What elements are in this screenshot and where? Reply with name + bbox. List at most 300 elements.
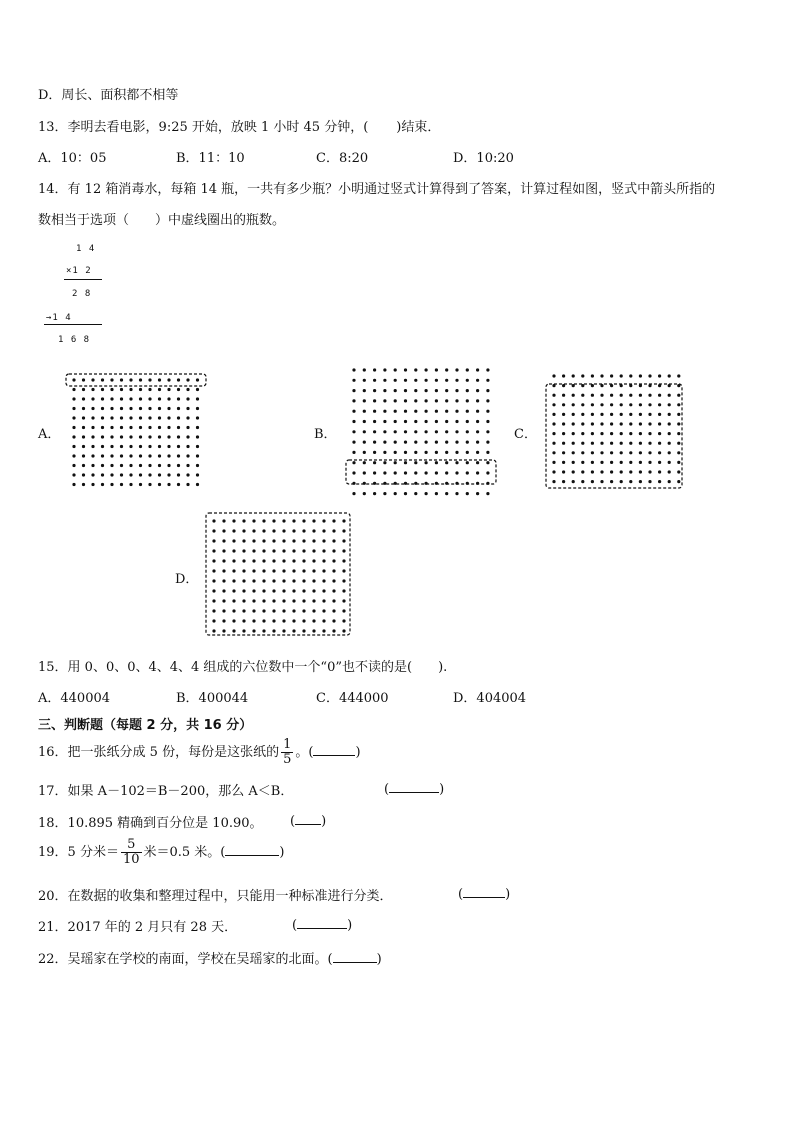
bottle-dot bbox=[414, 379, 417, 382]
bottle-dot bbox=[455, 410, 458, 413]
bottle-dot bbox=[639, 413, 642, 416]
bottle-dot bbox=[455, 441, 458, 444]
bottle-dot bbox=[581, 374, 584, 377]
bottle-dot bbox=[658, 470, 661, 473]
q19-text-b: 米＝0.5 米。( bbox=[143, 845, 226, 860]
bottle-dot bbox=[312, 549, 315, 552]
bottle-dot bbox=[322, 619, 325, 622]
bottle-dot bbox=[139, 435, 142, 438]
bottle-dot bbox=[120, 435, 123, 438]
bottle-dot bbox=[476, 389, 479, 392]
bottle-dot bbox=[600, 470, 603, 473]
bottle-dot bbox=[196, 388, 199, 391]
bottle-dot bbox=[110, 473, 113, 476]
bottle-dot bbox=[212, 549, 215, 552]
bottle-dot bbox=[177, 435, 180, 438]
bottle-dot bbox=[591, 394, 594, 397]
bottle-dot bbox=[600, 451, 603, 454]
bottle-dot bbox=[120, 473, 123, 476]
bottle-dot bbox=[232, 589, 235, 592]
bottle-dot bbox=[581, 394, 584, 397]
bottle-dot bbox=[373, 492, 376, 495]
bottle-dot bbox=[363, 461, 366, 464]
bottle-dot bbox=[196, 407, 199, 410]
bottle-dot bbox=[120, 416, 123, 419]
bottle-dot bbox=[414, 471, 417, 474]
bottle-dot bbox=[581, 470, 584, 473]
bottle-dot bbox=[292, 539, 295, 542]
bottle-dot bbox=[322, 539, 325, 542]
bottle-dot bbox=[129, 397, 132, 400]
q18-answer bbox=[290, 812, 326, 829]
bottle-dot bbox=[139, 388, 142, 391]
bottle-dot bbox=[455, 451, 458, 454]
bottle-dot bbox=[476, 492, 479, 495]
dashed-selection bbox=[206, 513, 350, 635]
bottle-dot bbox=[639, 422, 642, 425]
bottle-dot bbox=[332, 529, 335, 532]
bottle-dot bbox=[139, 416, 142, 419]
bottle-dot bbox=[677, 394, 680, 397]
bottle-dot bbox=[486, 389, 489, 392]
bottle-dot bbox=[435, 368, 438, 371]
bottle-dot bbox=[101, 407, 104, 410]
bottle-dot bbox=[648, 403, 651, 406]
option-d-dot-grid bbox=[204, 511, 354, 639]
bottle-dot bbox=[120, 397, 123, 400]
bottle-dot bbox=[282, 579, 285, 582]
q16-paren-open: 。( bbox=[295, 745, 314, 760]
q17 bbox=[38, 780, 293, 799]
bottle-dot bbox=[435, 430, 438, 433]
bottle-dot bbox=[394, 471, 397, 474]
bottle-dot bbox=[610, 461, 613, 464]
bottle-dot bbox=[302, 619, 305, 622]
bottle-dot bbox=[476, 410, 479, 413]
q18-text: 18．10.895 精确到百分位是 10.90。 bbox=[38, 816, 263, 831]
bottle-dot bbox=[91, 407, 94, 410]
bottle-dot bbox=[620, 451, 623, 454]
q20-answer bbox=[458, 885, 510, 902]
bottle-dot bbox=[252, 539, 255, 542]
bottle-dot bbox=[232, 549, 235, 552]
dashed-selection bbox=[346, 460, 496, 484]
bottle-dot bbox=[486, 492, 489, 495]
q22-paren-close: ) bbox=[376, 952, 382, 967]
bottle-dot bbox=[222, 579, 225, 582]
q16-answer-blank[interactable] bbox=[313, 743, 355, 756]
bottle-dot bbox=[272, 599, 275, 602]
bottle-dot bbox=[435, 399, 438, 402]
option-c-dot-grid bbox=[544, 370, 686, 490]
bottle-dot bbox=[552, 451, 555, 454]
bottle-dot bbox=[648, 470, 651, 473]
bottle-dot bbox=[572, 403, 575, 406]
bottle-dot bbox=[139, 454, 142, 457]
bottle-dot bbox=[373, 451, 376, 454]
bottle-dot bbox=[158, 483, 161, 486]
bottle-dot bbox=[394, 441, 397, 444]
bottle-dot bbox=[342, 529, 345, 532]
bottle-dot bbox=[158, 435, 161, 438]
q15-option-a: A．440004 bbox=[38, 691, 111, 706]
bottle-dot bbox=[312, 539, 315, 542]
bottle-dot bbox=[352, 410, 355, 413]
bottle-dot bbox=[620, 422, 623, 425]
bottle-dot bbox=[262, 519, 265, 522]
bottle-dot bbox=[425, 368, 428, 371]
bottle-dot bbox=[677, 451, 680, 454]
bottle-dot bbox=[425, 430, 428, 433]
bottle-dot bbox=[177, 464, 180, 467]
bottle-dot bbox=[552, 470, 555, 473]
bottle-dot bbox=[148, 454, 151, 457]
bottle-dot bbox=[562, 403, 565, 406]
bottle-dot bbox=[404, 410, 407, 413]
bottle-dot bbox=[445, 379, 448, 382]
bottle-dot bbox=[591, 403, 594, 406]
bottle-dot bbox=[629, 461, 632, 464]
bottle-dot bbox=[120, 464, 123, 467]
bottle-dot bbox=[282, 569, 285, 572]
bottle-dot bbox=[148, 416, 151, 419]
bottle-dot bbox=[610, 374, 613, 377]
bottle-dot bbox=[110, 378, 113, 381]
bottle-dot bbox=[262, 529, 265, 532]
bottle-dot bbox=[212, 539, 215, 542]
q19-answer-blank[interactable] bbox=[225, 843, 279, 856]
bottle-dot bbox=[352, 379, 355, 382]
bottle-dot bbox=[445, 461, 448, 464]
bottle-dot bbox=[101, 473, 104, 476]
bottle-dot bbox=[600, 432, 603, 435]
bottle-dot bbox=[252, 599, 255, 602]
bottle-dot bbox=[302, 589, 305, 592]
section-3-title: 三、判断题（每题 2 分，共 16 分） bbox=[38, 718, 253, 733]
q16-paren-close: ) bbox=[355, 745, 361, 760]
bottle-dot bbox=[139, 473, 142, 476]
bottle-dot bbox=[82, 464, 85, 467]
bottle-dot bbox=[668, 470, 671, 473]
bottle-dot bbox=[82, 388, 85, 391]
bottle-dot bbox=[383, 461, 386, 464]
bottle-dot bbox=[383, 492, 386, 495]
bottle-dot bbox=[648, 413, 651, 416]
bottle-dot bbox=[72, 407, 75, 410]
bottle-dot bbox=[486, 368, 489, 371]
bottle-dot bbox=[476, 471, 479, 474]
q18 bbox=[38, 812, 263, 831]
bottle-dot bbox=[425, 492, 428, 495]
bottle-dot bbox=[322, 609, 325, 612]
bottle-dot bbox=[342, 599, 345, 602]
bottle-dot bbox=[352, 451, 355, 454]
bottle-dot bbox=[552, 403, 555, 406]
bottle-dot bbox=[139, 397, 142, 400]
bottle-dot bbox=[242, 589, 245, 592]
bottle-dot bbox=[363, 420, 366, 423]
q13-stem bbox=[38, 116, 440, 135]
bottle-dot bbox=[639, 480, 642, 483]
bottle-dot bbox=[562, 374, 565, 377]
bottle-dot bbox=[282, 559, 285, 562]
bottle-dot bbox=[352, 399, 355, 402]
bottle-dot bbox=[91, 454, 94, 457]
bottle-dot bbox=[648, 432, 651, 435]
bottle-dot bbox=[363, 451, 366, 454]
bottle-dot bbox=[292, 629, 295, 632]
bottle-dot bbox=[196, 445, 199, 448]
bottle-dot bbox=[342, 549, 345, 552]
q19-paren-close: ) bbox=[279, 845, 285, 860]
bottle-dot bbox=[677, 413, 680, 416]
bottle-dot bbox=[581, 432, 584, 435]
bottle-dot bbox=[252, 589, 255, 592]
bottle-dot bbox=[177, 388, 180, 391]
bottle-dot bbox=[552, 413, 555, 416]
bottle-dot bbox=[342, 579, 345, 582]
bottle-dot bbox=[373, 461, 376, 464]
bottle-dot bbox=[600, 442, 603, 445]
bottle-dot bbox=[322, 519, 325, 522]
bottle-dot bbox=[158, 426, 161, 429]
bottle-dot bbox=[562, 442, 565, 445]
q18-paren-close: ) bbox=[321, 814, 327, 829]
bottle-dot bbox=[312, 529, 315, 532]
bottle-dot bbox=[212, 519, 215, 522]
bottle-dot bbox=[466, 410, 469, 413]
bottle-dot bbox=[455, 461, 458, 464]
bottle-dot bbox=[196, 426, 199, 429]
bottle-dot bbox=[383, 441, 386, 444]
bottle-dot bbox=[242, 539, 245, 542]
bottle-dot bbox=[82, 454, 85, 457]
bottle-dot bbox=[445, 441, 448, 444]
bottle-dot bbox=[139, 464, 142, 467]
bottle-dot bbox=[352, 368, 355, 371]
bottle-dot bbox=[562, 480, 565, 483]
bottle-dot bbox=[658, 422, 661, 425]
q21-answer-blank[interactable] bbox=[297, 916, 347, 929]
bottle-dot bbox=[292, 609, 295, 612]
bottle-dot bbox=[139, 378, 142, 381]
bottle-dot bbox=[404, 441, 407, 444]
bottle-dot bbox=[167, 445, 170, 448]
bottle-dot bbox=[272, 539, 275, 542]
bottle-dot bbox=[177, 378, 180, 381]
bottle-dot bbox=[455, 492, 458, 495]
bottle-dot bbox=[282, 619, 285, 622]
bottle-dot bbox=[332, 609, 335, 612]
bottle-dot bbox=[572, 374, 575, 377]
q19 bbox=[38, 838, 284, 867]
bottle-dot bbox=[120, 378, 123, 381]
bottle-dot bbox=[352, 461, 355, 464]
bottle-dot bbox=[342, 609, 345, 612]
bottle-dot bbox=[222, 569, 225, 572]
bottle-dot bbox=[186, 416, 189, 419]
bottle-dot bbox=[302, 599, 305, 602]
q16-text: 16．把一张纸分成 5 份，每份是这张纸的 bbox=[38, 745, 280, 760]
bottle-dot bbox=[101, 464, 104, 467]
bottle-dot bbox=[242, 549, 245, 552]
bottle-dot bbox=[302, 629, 305, 632]
bottle-dot bbox=[312, 559, 315, 562]
bottle-dot bbox=[158, 407, 161, 410]
bottle-dot bbox=[186, 464, 189, 467]
bottle-dot bbox=[572, 422, 575, 425]
bottle-dot bbox=[639, 403, 642, 406]
bottle-dot bbox=[120, 426, 123, 429]
bottle-dot bbox=[363, 441, 366, 444]
bottle-dot bbox=[610, 413, 613, 416]
bottle-dot bbox=[101, 426, 104, 429]
q17-answer-blank[interactable] bbox=[389, 780, 439, 793]
bottle-dot bbox=[222, 629, 225, 632]
bottle-dot bbox=[139, 407, 142, 410]
q22-text: 22．吴瑶家在学校的南面，学校在吴瑶家的北面。( bbox=[38, 952, 333, 967]
bottle-dot bbox=[648, 442, 651, 445]
bottle-dot bbox=[572, 461, 575, 464]
q16 bbox=[38, 738, 361, 767]
bottle-dot bbox=[466, 461, 469, 464]
bottle-dot bbox=[110, 445, 113, 448]
q14-option-d-label: D． bbox=[175, 572, 199, 587]
bottle-dot bbox=[252, 549, 255, 552]
bottle-dot bbox=[639, 374, 642, 377]
bottle-dot bbox=[425, 461, 428, 464]
bottle-dot bbox=[167, 388, 170, 391]
bottle-dot bbox=[668, 394, 671, 397]
bottle-dot bbox=[252, 609, 255, 612]
bottle-dot bbox=[167, 407, 170, 410]
bottle-dot bbox=[148, 483, 151, 486]
bottle-dot bbox=[292, 559, 295, 562]
q16-frac-num: 1 bbox=[283, 737, 292, 752]
bottle-dot bbox=[129, 445, 132, 448]
bottle-dot bbox=[72, 416, 75, 419]
bottle-dot bbox=[129, 464, 132, 467]
bottle-dot bbox=[292, 529, 295, 532]
bottle-dot bbox=[414, 420, 417, 423]
q20-answer-blank[interactable] bbox=[463, 885, 505, 898]
bottle-dot bbox=[668, 422, 671, 425]
q18-answer-blank[interactable] bbox=[295, 812, 321, 825]
bottle-dot bbox=[177, 445, 180, 448]
bottle-dot bbox=[158, 416, 161, 419]
bottle-dot bbox=[252, 629, 255, 632]
q14-option-c-label: C． bbox=[514, 427, 537, 442]
bottle-dot bbox=[167, 397, 170, 400]
bottle-dot bbox=[648, 374, 651, 377]
bottle-dot bbox=[466, 399, 469, 402]
bottle-dot bbox=[101, 416, 104, 419]
bottle-dot bbox=[72, 435, 75, 438]
q16-frac-den: 5 bbox=[283, 752, 292, 767]
bottle-dot bbox=[82, 397, 85, 400]
bottle-dot bbox=[629, 374, 632, 377]
bottle-dot bbox=[435, 492, 438, 495]
bottle-dot bbox=[610, 422, 613, 425]
bottle-dot bbox=[322, 559, 325, 562]
bottle-dot bbox=[282, 549, 285, 552]
bottle-dot bbox=[610, 451, 613, 454]
bottle-dot bbox=[394, 410, 397, 413]
bottle-dot bbox=[394, 399, 397, 402]
bottle-dot bbox=[252, 569, 255, 572]
bottle-dot bbox=[486, 461, 489, 464]
bottle-dot bbox=[91, 445, 94, 448]
vertical-row-3: 2 8 bbox=[72, 289, 92, 299]
bottle-dot bbox=[167, 483, 170, 486]
bottle-dot bbox=[129, 378, 132, 381]
bottle-dot bbox=[363, 389, 366, 392]
dashed-selection bbox=[546, 384, 682, 488]
bottle-dot bbox=[610, 432, 613, 435]
bottle-dot bbox=[252, 619, 255, 622]
bottle-dot bbox=[262, 619, 265, 622]
bottle-dot bbox=[272, 609, 275, 612]
bottle-dot bbox=[312, 629, 315, 632]
bottle-dot bbox=[600, 422, 603, 425]
bottle-dot bbox=[186, 397, 189, 400]
bottle-dot bbox=[148, 435, 151, 438]
bottle-dot bbox=[414, 410, 417, 413]
bottle-dot bbox=[572, 442, 575, 445]
bottle-dot bbox=[658, 451, 661, 454]
bottle-dot bbox=[476, 441, 479, 444]
bottle-dot bbox=[72, 454, 75, 457]
bottle-dot bbox=[272, 529, 275, 532]
bottle-dot bbox=[414, 389, 417, 392]
bottle-dot bbox=[101, 378, 104, 381]
bottle-dot bbox=[232, 559, 235, 562]
bottle-dot bbox=[552, 432, 555, 435]
bottle-dot bbox=[620, 442, 623, 445]
bottle-dot bbox=[562, 422, 565, 425]
bottle-dot bbox=[363, 492, 366, 495]
bottle-dot bbox=[212, 629, 215, 632]
bottle-dot bbox=[394, 389, 397, 392]
bottle-dot bbox=[404, 461, 407, 464]
q13-option-c: C．8:20 bbox=[316, 151, 369, 166]
bottle-dot bbox=[158, 454, 161, 457]
bottle-dot bbox=[466, 389, 469, 392]
q20-paren-close: ) bbox=[505, 887, 511, 902]
bottle-dot bbox=[414, 441, 417, 444]
bottle-dot bbox=[222, 539, 225, 542]
bottle-dot bbox=[120, 388, 123, 391]
bottle-dot bbox=[302, 609, 305, 612]
bottle-dot bbox=[455, 399, 458, 402]
bottle-dot bbox=[620, 432, 623, 435]
bottle-dot bbox=[668, 451, 671, 454]
bottle-dot bbox=[562, 451, 565, 454]
q19-fraction bbox=[121, 838, 142, 867]
bottle-dot bbox=[272, 519, 275, 522]
bottle-dot bbox=[466, 441, 469, 444]
bottle-dot bbox=[352, 420, 355, 423]
vertical-row-2: ×1 2 bbox=[66, 266, 92, 276]
bottle-dot bbox=[658, 403, 661, 406]
bottle-dot bbox=[212, 589, 215, 592]
vertical-row-5: 1 6 8 bbox=[58, 335, 91, 345]
bottle-dot bbox=[620, 480, 623, 483]
bottle-dot bbox=[629, 422, 632, 425]
bottle-dot bbox=[404, 368, 407, 371]
q14-option-a-label: A． bbox=[38, 427, 61, 442]
q22-answer-blank[interactable] bbox=[333, 950, 377, 963]
